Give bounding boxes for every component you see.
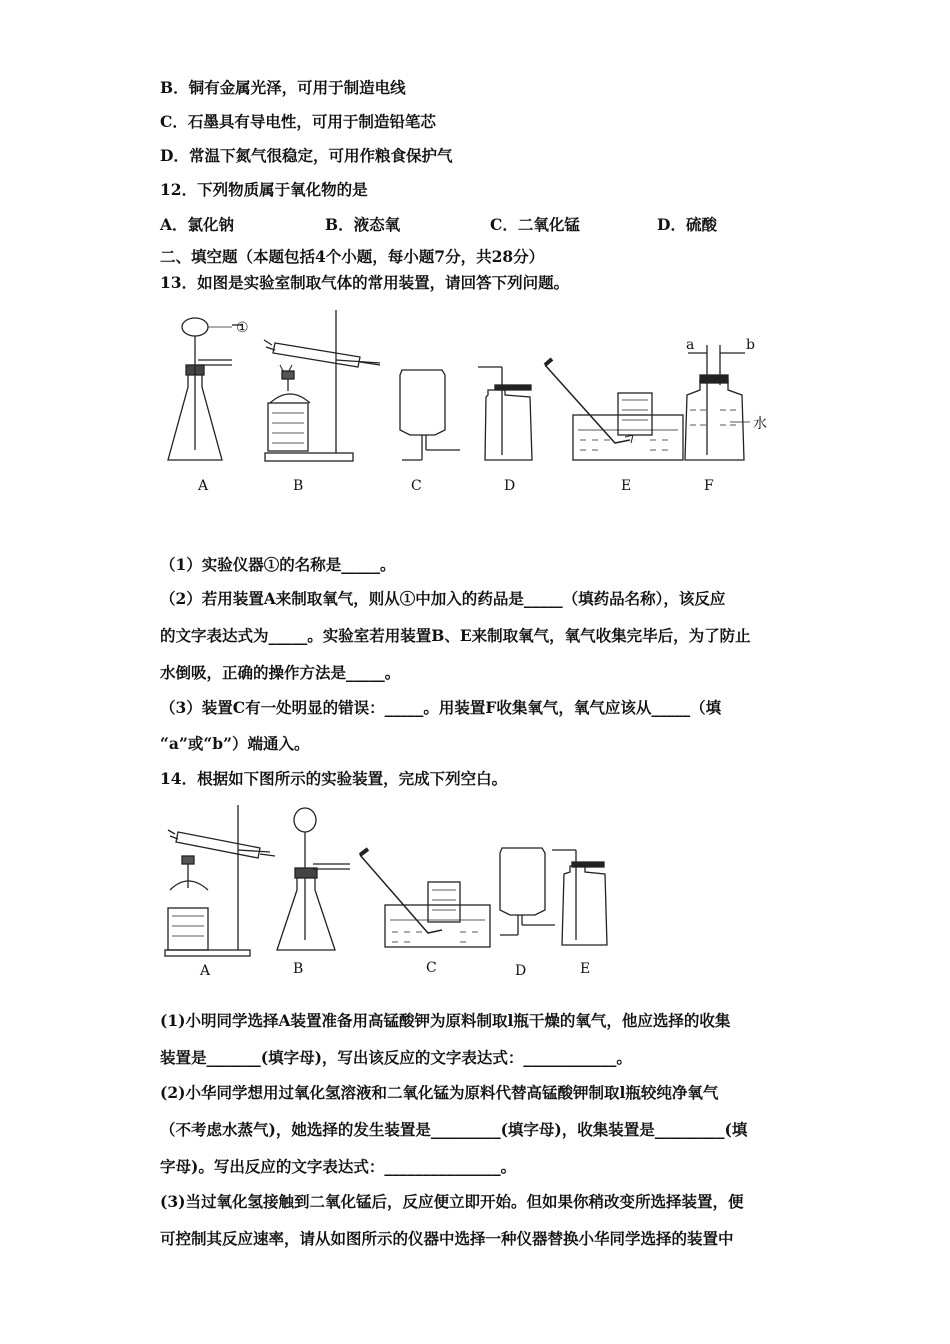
- q14-part1-line1: (1)小明同学选择A装置准备用高锰酸钾为原料制取l瓶干燥的氧气，他应选择的收集: [160, 1011, 731, 1030]
- q13-port-b: b: [746, 337, 755, 353]
- q13-part2-line3: 水倒吸，正确的操作方法是_____。: [160, 663, 401, 682]
- q13-water-label: 水: [753, 416, 767, 432]
- q13-part3-line1: （3）装置C有一处明显的错误：_____。用装置F收集氧气，氧气应该从_____（填: [160, 698, 722, 717]
- q14-apparatus-e: [552, 850, 607, 945]
- q14-part2-line3: 字母)。写出反应的文字表达式：_______________。: [160, 1157, 517, 1176]
- q13-part2-line2: 的文字表达式为_____。实验室若用装置B、E来制取氧气，氧气收集完毕后，为了防止: [160, 626, 751, 645]
- q14-part1-line2: 装置是_______(填字母)，写出该反应的文字表达式：____________。: [160, 1048, 632, 1067]
- q13-label-a: A: [198, 478, 209, 494]
- q14-label-d: D: [515, 963, 527, 979]
- q13-label-b: B: [293, 478, 304, 494]
- q14-part2-line1: (2)小华同学想用过氧化氢溶液和二氧化锰为原料代替高锰酸钾制取l瓶较纯净氧气: [160, 1083, 719, 1102]
- q13-apparatus-figure: [160, 305, 800, 505]
- q14-apparatus-c: [360, 849, 490, 947]
- q13-label-e: E: [621, 478, 632, 494]
- q12-option-c: C．二氧化锰: [490, 215, 580, 234]
- q13-marker-1: ①: [236, 320, 249, 336]
- q11-option-d: D．常温下氮气很稳定，可用作粮食保护气: [160, 146, 453, 165]
- q12-options: [160, 213, 880, 233]
- q13-apparatus-e: [545, 359, 683, 460]
- q13-label-d: D: [504, 478, 516, 494]
- q14-part3-line2: 可控制其反应速率，请从如图所示的仪器中选择一种仪器替换小华同学选择的装置中: [160, 1229, 734, 1248]
- q14-label-c: C: [426, 960, 437, 976]
- q14-apparatus-a: [165, 805, 275, 956]
- q13-label-f: F: [704, 478, 714, 494]
- q13-part3-line2: “a”或“b”）端通入。: [160, 734, 310, 753]
- q14-part3-line1: (3)当过氧化氢接触到二氧化锰后，反应便立即开始。但如果你稍改变所选择装置，便: [160, 1192, 744, 1211]
- q14-label-a: A: [200, 963, 211, 979]
- q14-label-e: E: [580, 961, 591, 977]
- q13-port-a: a: [686, 337, 695, 353]
- q13-apparatus-d: [478, 367, 532, 460]
- q13-apparatus-a: [168, 318, 243, 460]
- q11-option-c: C．石墨具有导电性，可用于制造铅笔芯: [160, 112, 436, 131]
- q14-label-b: B: [293, 961, 304, 977]
- q12-option-b: B．液态氧: [325, 215, 401, 234]
- q13-apparatus-b: [264, 310, 380, 461]
- q14-apparatus-d: [500, 848, 555, 935]
- q13-stem: 13．如图是实验室制取气体的常用装置，请回答下列问题。: [160, 273, 570, 292]
- q14-apparatus-figure: [160, 800, 620, 985]
- q13-part2-line1: （2）若用装置A来制取氧气，则从①中加入的药品是_____（填药品名称），该反应: [160, 589, 726, 608]
- q13-label-c: C: [411, 478, 422, 494]
- q12-option-d: D．硫酸: [657, 215, 717, 234]
- section2-title: 二、填空题（本题包括4个小题，每小题7分，共28分）: [160, 247, 545, 266]
- q14-stem: 14．根据如下图所示的实验装置，完成下列空白。: [160, 769, 508, 788]
- q14-apparatus-b: [277, 808, 350, 950]
- q12-option-a: A．氯化钠: [160, 215, 235, 234]
- q13-apparatus-f: [685, 345, 750, 460]
- q12-stem: 12．下列物质属于氧化物的是: [160, 180, 368, 199]
- q13-part1: （1）实验仪器①的名称是_____。: [160, 555, 396, 574]
- q11-option-b: B．铜有金属光泽，可用于制造电线: [160, 78, 406, 97]
- q13-apparatus-c: [400, 370, 460, 460]
- q14-part2-line2: （不考虑水蒸气)，她选择的发生装置是_________(填字母)，收集装置是_________(填: [160, 1120, 748, 1139]
